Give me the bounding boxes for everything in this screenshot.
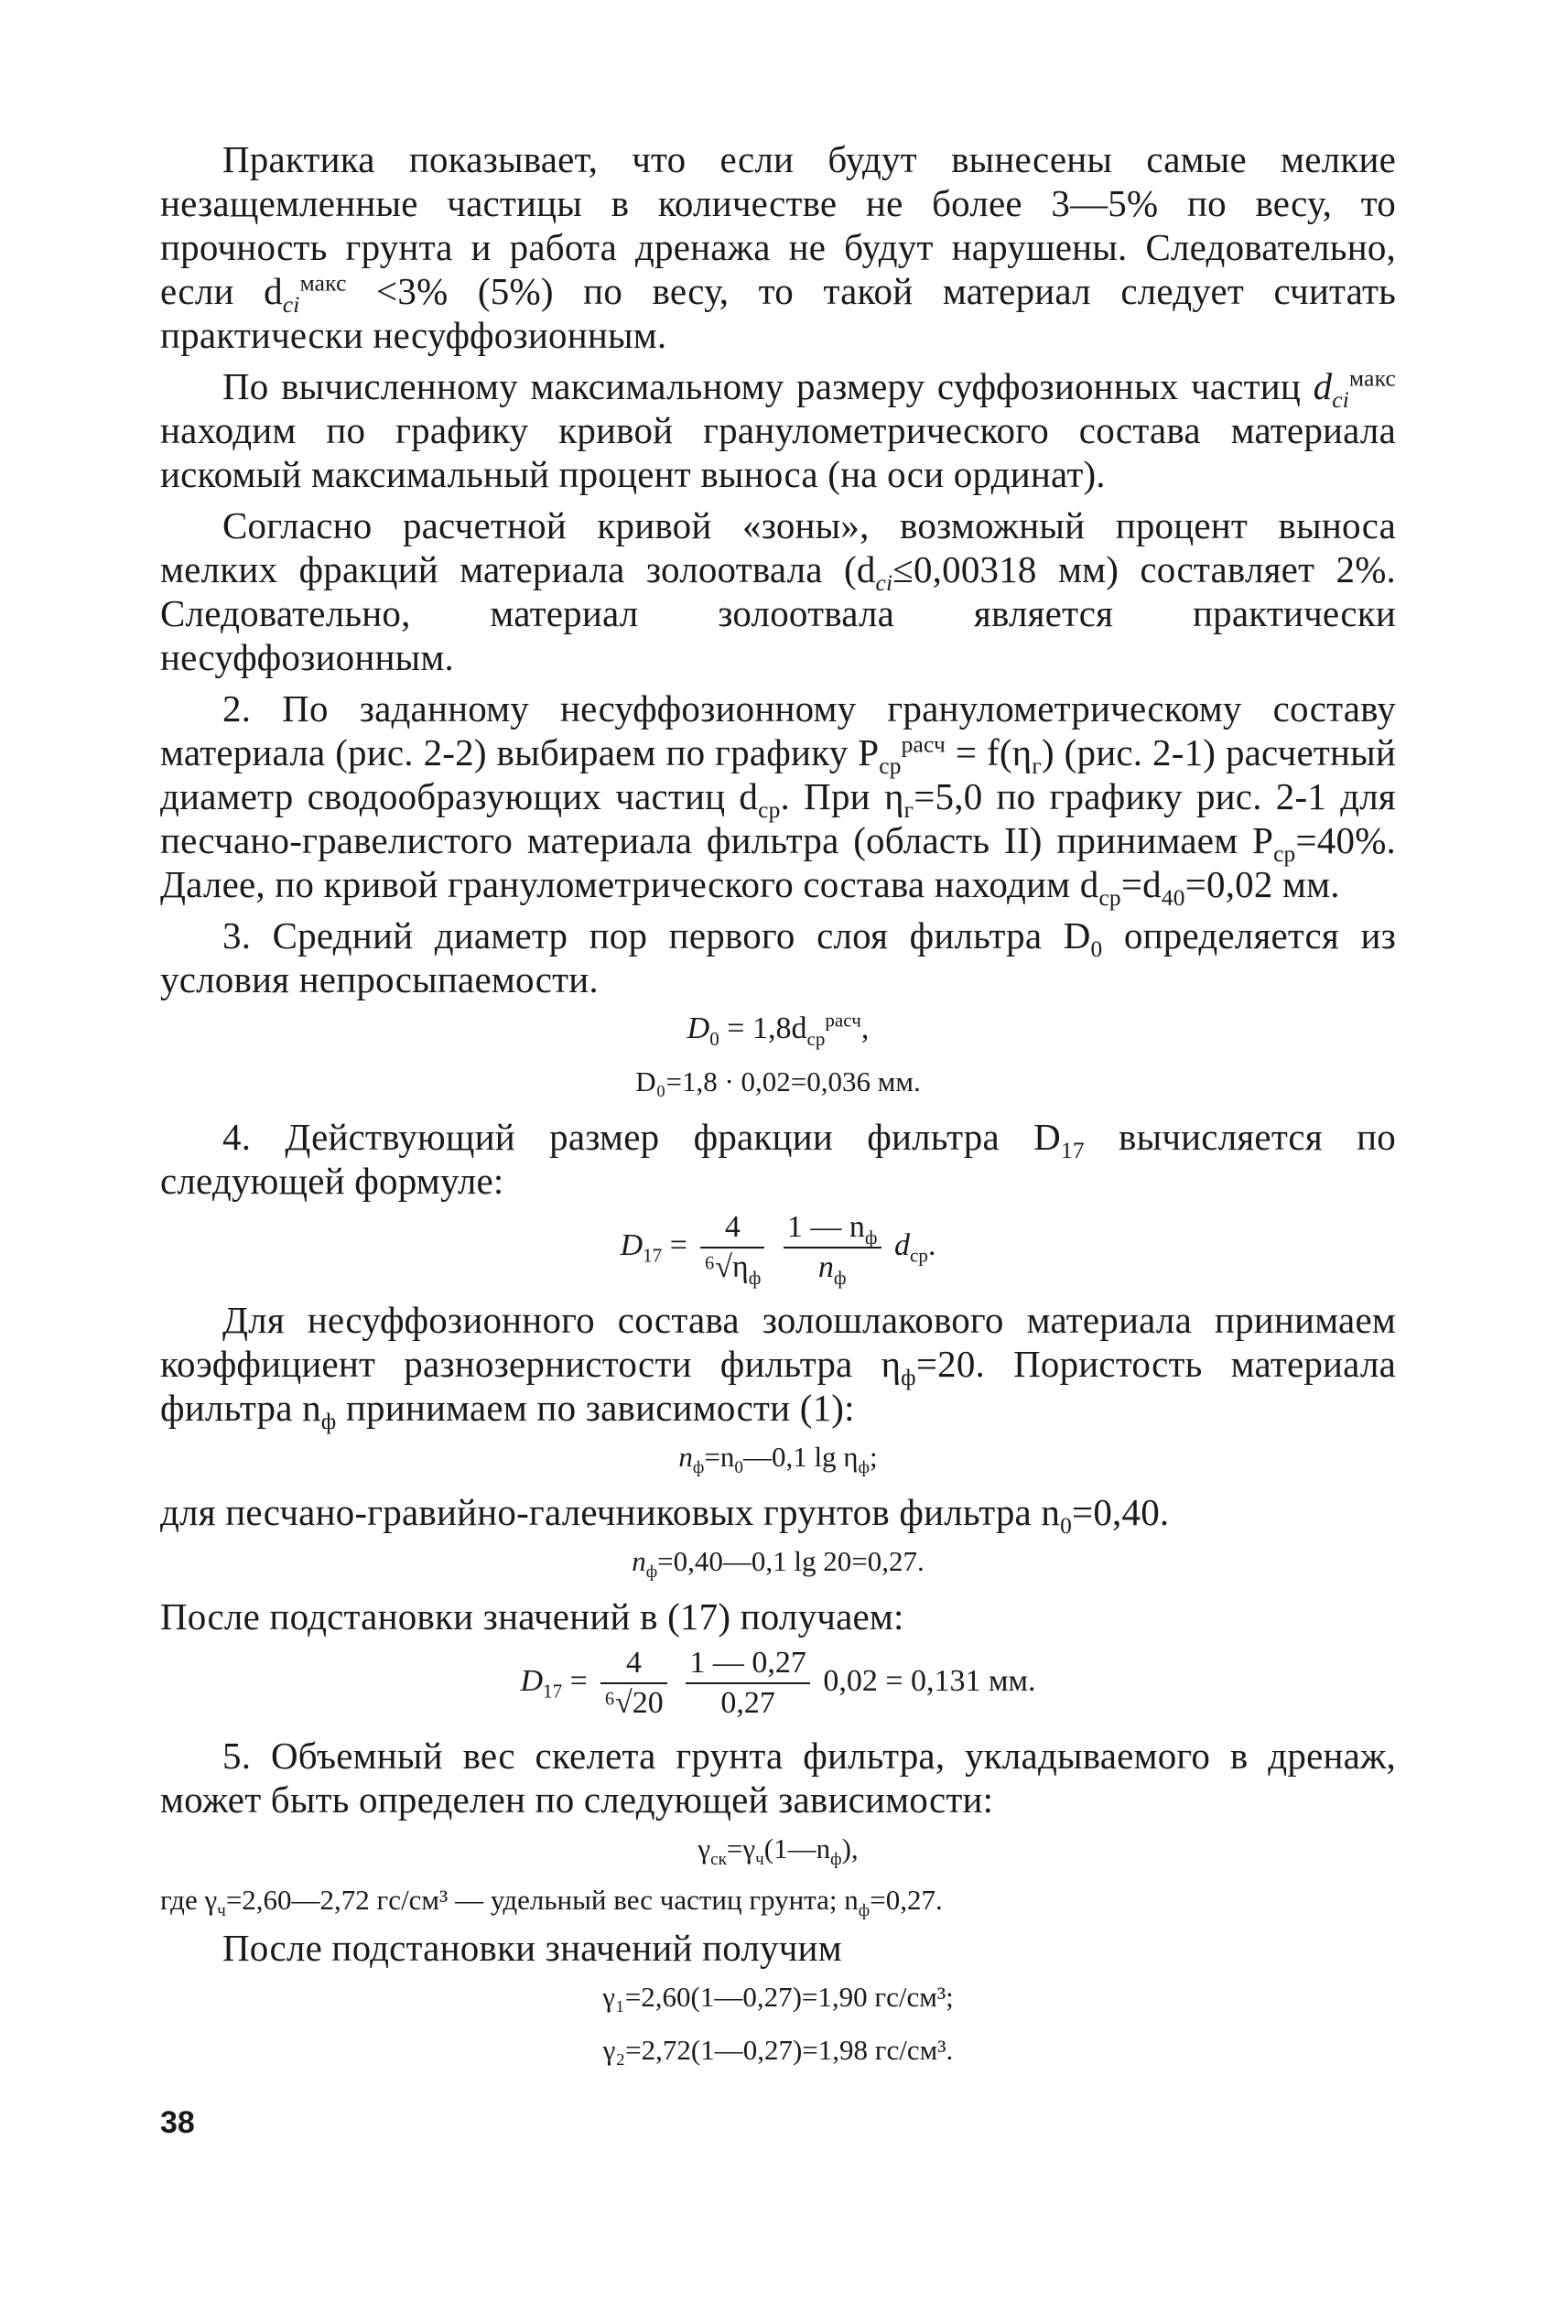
fraction-4-over-root: $\frac{4}{^6√\eta_ф}$ <box>700 1210 764 1285</box>
where-clause: где $\gamma_ч=2,60—2,72$ гс/см³ — удельный вес частиц грунта; $n_ф=0,27$. <box>160 1884 943 1921</box>
paragraph-filter-coefficient: Для несуффозионного состава золошлакового материала принимаем коэффициент разнозернистости фильтра $\eta_ф=20$. Пористость материала фильтра $n_ф$ принимаем по зависимости (1): <box>160 1299 1397 1435</box>
fraction-porosity: $\frac{1 — n_ф}{n_ф}$ <box>784 1210 881 1285</box>
paragraph-step-2: 2. По заданному несуффозионному гранулометрическому составу материала (рис. 2-2) выбираем по графику $P_{ср}^{расч} = f(\eta_г)$ (рис. 2-1) расчетный диаметр сводообразующих частиц $d_{ср}$. При $\eta_г=5,0$ по графику рис. 2-1 для песчано-гравелистого материала фильтра (область II) принимаем $P_{ср}=40\%$. Далее, по кривой гранулометрического состава находим $d_{ср}=d_{40}=0,02$ мм. <box>160 687 1396 912</box>
formula-d0-value: D₀=1,8 · 0,02=0,036 мм. <box>635 1065 921 1097</box>
paragraph-1: Практика показывает, что если будут вынесены самые мелкие незащемленные частицы в количестве не более 3—5% по весу, то прочность грунта и работа дренажа не будут нарушены. Следовательно, если $d_{ci}^{макс} <3\%$ (5%) по весу, то такой материал следует считать практически несуффозионным. <box>160 138 1396 356</box>
formula-porosity-value: $n_ф=0,40—0,1$ lg 20=0,27. <box>632 1545 925 1583</box>
paragraph-3: Согласно расчетной кривой «зоны», возможный процент выноса мелких фракций материала золоотвала ($d_{ci}\le 0,00318$ мм) составляет 2%. Следовательно, материал золоотвала является практически несуффозионным. <box>160 504 1396 678</box>
paragraph-step-5: 5. Объемный вес скелета грунта фильтра, укладываемого в дренаж, может быть определен по следующей зависимости: <box>160 1735 1396 1821</box>
paragraph-substitution: После подстановки значений в (17) получаем: <box>160 1595 904 1638</box>
formula-d17-value: $D_{17}$ = $\frac{4}{\text{⁶√20}}$ $\frac{1 — 0,27}{0,27}$ 0,02 = 0,131 мм. <box>520 1646 1036 1720</box>
formula-d0-definition: $D_0 = 1,8d_{ср}^{расч}$, <box>687 1009 870 1050</box>
formula-unit-weight: $\gamma_{ск}=\gamma_ч(1—n_ф)$, <box>697 1832 859 1870</box>
formula-porosity-dependency: $n_ф=n_0—0,1$ $\lg \eta_ф$; <box>678 1441 878 1478</box>
paragraph-after-substitution: После подстановки значений получим <box>222 1927 842 1969</box>
formula-gamma-2: γ₂=2,72(1—0,27)=1,98 гс/см³. <box>602 2034 954 2066</box>
paragraph-step-4: 4. Действующий размер фракции фильтра $D_{17}$ вычисляется по следующей формуле: <box>160 1116 1396 1202</box>
document-page <box>160 137 1396 2083</box>
fraction-porosity-value: $\frac{1 — 0,27}{0,27}$ <box>686 1646 810 1721</box>
paragraph-2: По вычисленному максимальному размеру суффозионных частиц $d_{ci}^{макс}$ находим по графику кривой гранулометрического состава материала искомый максимальный процент выноса (на оси ординат). <box>160 365 1396 495</box>
formula-gamma-1: γ₁=2,60(1—0,27)=1,90 гс/см³; <box>602 1981 954 2013</box>
fraction-4-over-root-20: $\frac{4}{\text{⁶√20}}$ <box>600 1646 667 1721</box>
page-number: 38 <box>160 2105 195 2140</box>
paragraph-step-3: 3. Средний диаметр пор первого слоя фильтра $D_0$ определяется из условия непросыпаемости. <box>160 914 1396 1000</box>
paragraph-gravel-soils: для песчано-гравийно-галечниковых грунтов фильтра $n_0=0,40$. <box>160 1491 1170 1540</box>
formula-d17-general: $D_{17}$ = $\frac{4}{^6√\eta_ф}$ $\frac{1 — n_ф}{n_ф}$ $d_{ср}$. <box>620 1210 936 1289</box>
